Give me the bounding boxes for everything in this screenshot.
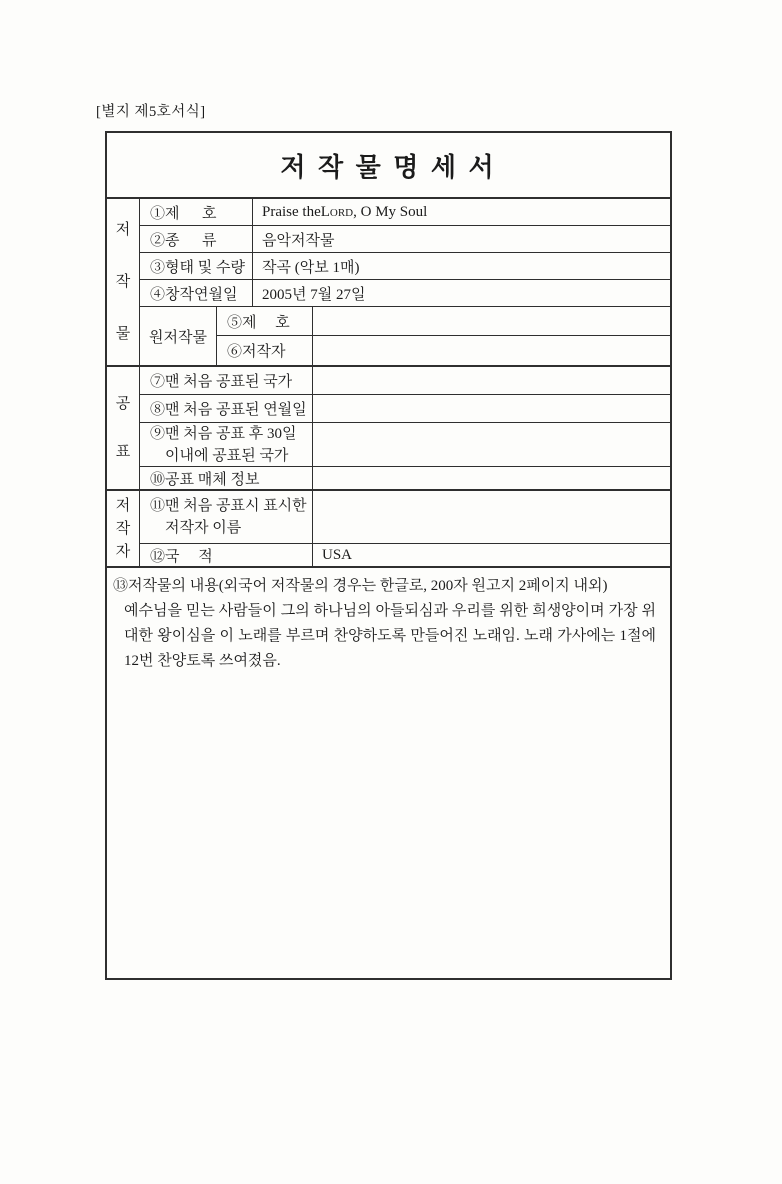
section-author (107, 491, 670, 568)
section-char: 작 (115, 274, 131, 290)
label-line-1: ⑪맨 처음 공표시 표시한 (150, 498, 307, 514)
row-publication-media-info (140, 467, 670, 489)
section-char: 자 (115, 543, 131, 560)
field-label-countries-within-30-days (140, 423, 313, 466)
label-line-1: ⑨맨 처음 공표 후 30일 (150, 425, 297, 442)
field-label-original-author: ⑥저작자 (217, 336, 313, 365)
field-value-category: 음악저작물 (262, 232, 335, 249)
field-value-author-name (313, 491, 670, 543)
field-label-author-name (140, 491, 313, 543)
field-value-original-title (313, 307, 670, 335)
field-label-publication-media-info: ⑩공표 매체 정보 (140, 467, 313, 489)
row-category (140, 226, 670, 253)
section-publication (107, 367, 670, 491)
row-creation-date (140, 280, 670, 307)
section-char: 표 (115, 444, 131, 460)
field-value-nationality: USA (322, 546, 353, 563)
row-original-work (140, 307, 670, 365)
original-work-label: 원저작물 (140, 307, 217, 365)
label-line-2: 저작자 이름 (165, 520, 242, 536)
field-value-original-author (313, 336, 670, 365)
section-label-author (107, 491, 140, 566)
section-char: 작 (115, 520, 131, 537)
row-countries-within-30-days (140, 423, 670, 467)
section-label-publication (107, 367, 140, 489)
field-label-form-quantity: ③형태 및 수량 (140, 253, 253, 279)
title-text-lord: Lord (320, 203, 354, 220)
field-value-title (253, 199, 670, 225)
title-text-post: , O My Soul (353, 203, 428, 220)
form-reference-label: [별지 제5호서식] (96, 104, 206, 120)
row-author-name-at-first-publication (140, 491, 670, 544)
field-value-countries-within-30-days (313, 423, 670, 466)
row-first-publication-country (140, 367, 670, 395)
field-label-first-publication-country: ⑦맨 처음 공표된 국가 (140, 367, 313, 394)
field-label-nationality: ⑫국 적 (140, 544, 313, 566)
field-value-form-quantity: 작곡 (악보 1매) (262, 259, 360, 276)
row-original-author (217, 336, 670, 365)
form-title: 저 작 물 명 세 서 (107, 133, 670, 199)
row-first-publication-date (140, 395, 670, 423)
row-title (140, 199, 670, 226)
field-label-first-publication-date: ⑧맨 처음 공표된 연월일 (140, 395, 313, 422)
section-char: 저 (115, 222, 131, 238)
field-value-creation-date: 2005년 7월 27일 (262, 286, 366, 303)
row-form-quantity (140, 253, 670, 280)
section-char: 물 (115, 326, 131, 342)
row-nationality (140, 544, 670, 566)
work-content-body: 예수님을 믿는 사람들이 그의 하나님의 아들되심과 우리를 위한 희생양이며 가장 위대한 왕이심을 이 노래를 부르며 찬양하도록 만들어진 노래임. 노래 가사에는 1절에 12번 찬양토록 쓰여졌음. (124, 603, 656, 669)
field-value-first-publication-country (313, 367, 670, 394)
section-work (107, 199, 670, 367)
field-label-title: ①제 호 (140, 199, 253, 225)
work-specification-form (105, 131, 672, 980)
label-line-2: 이내에 공표된 국가 (165, 447, 289, 464)
section-char: 공 (115, 396, 131, 412)
section-label-work (107, 199, 140, 365)
field-label-category: ②종 류 (140, 226, 253, 252)
section-char: 저 (115, 497, 131, 514)
field-label-creation-date: ④창작연월일 (140, 280, 253, 306)
work-content-header: ⑬저작물의 내용(외국어 저작물의 경우는 한글로, 200자 원고지 2페이지 내외) (113, 578, 608, 594)
row-original-title (217, 307, 670, 336)
section-work-content (107, 568, 670, 978)
field-value-publication-media-info (313, 467, 670, 489)
field-label-original-title: ⑤제 호 (217, 307, 313, 335)
field-value-first-publication-date (313, 395, 670, 422)
title-text-pre: Praise the (262, 203, 321, 220)
